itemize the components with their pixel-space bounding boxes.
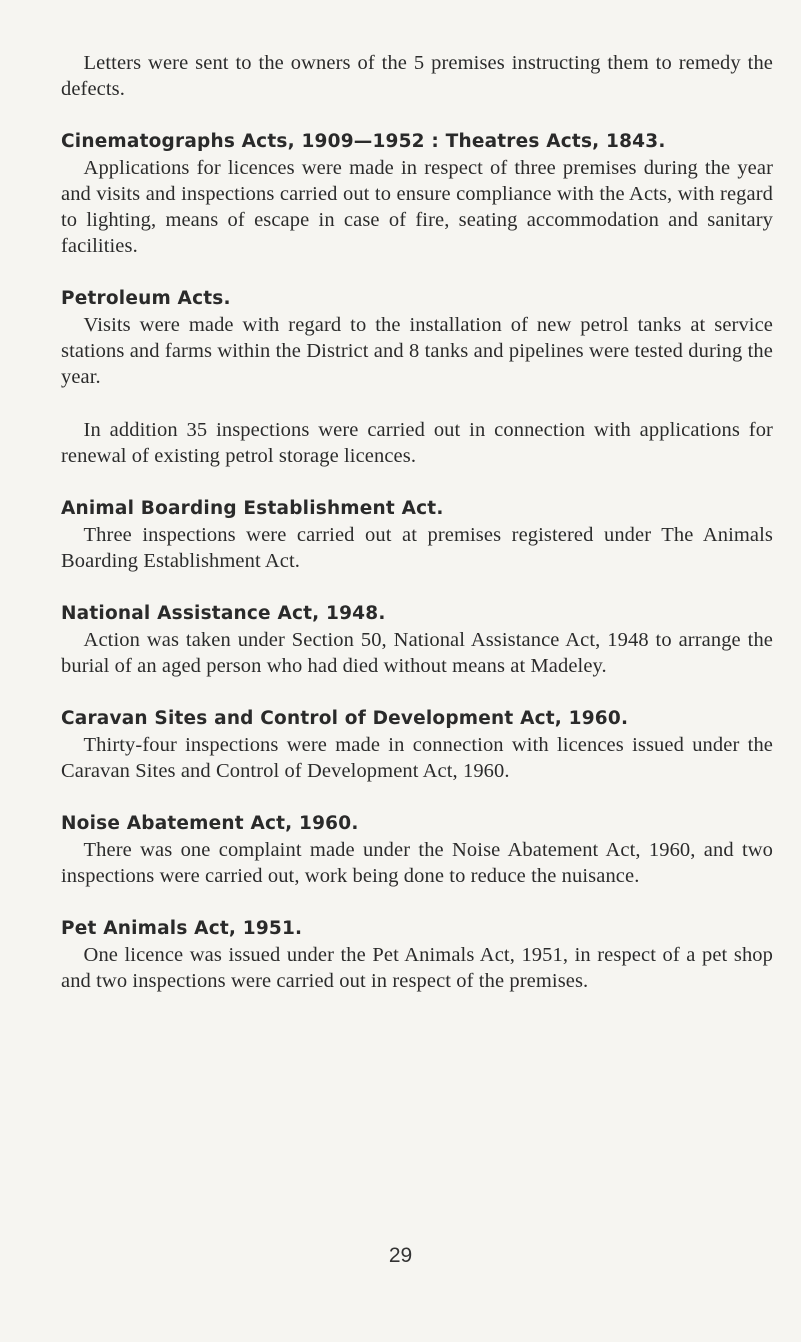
section-cinematographs — [61, 129, 773, 259]
section-heading: Noise Abatement Act, 1960. — [61, 813, 359, 834]
section-paragraph: Three inspections were carried out at premises registered under The Animals Boarding Establishment Act. — [61, 524, 773, 572]
document-page — [61, 50, 773, 994]
section-paragraph: There was one complaint made under the Noise Abatement Act, 1960, and two inspections were carried out, work being done to reduce the nuisance. — [61, 839, 773, 887]
section-national-assistance — [61, 601, 773, 679]
section-paragraph: One licence was issued under the Pet Animals Act, 1951, in respect of a pet shop and two inspections were carried out in respect of the premises. — [61, 944, 773, 992]
page-number: 29 — [388, 1244, 413, 1267]
section-heading: Animal Boarding Establishment Act. — [61, 498, 444, 519]
section-caravan-sites — [61, 706, 773, 784]
section-pet-animals — [61, 916, 773, 994]
section-paragraph: In addition 35 inspections were carried out in connection with applications for renewal of existing petrol storage licences. — [61, 419, 773, 467]
intro-paragraph: Letters were sent to the owners of the 5 premises instructing them to remedy the defects. — [61, 52, 773, 100]
section-noise-abatement — [61, 811, 773, 889]
section-heading: Cinematographs Acts, 1909—1952 : Theatres Acts, 1843. — [61, 131, 666, 152]
section-heading: Petroleum Acts. — [61, 288, 231, 309]
section-petroleum — [61, 286, 773, 469]
section-paragraph: Thirty-four inspections were made in connection with licences issued under the Caravan Sites and Control of Development Act, 1960. — [61, 734, 773, 782]
section-animal-boarding — [61, 496, 773, 574]
section-paragraph: Applications for licences were made in respect of three premises during the year and visits and inspections carried out to ensure compliance with the Acts, with regard to lighting, means of escape in case of fire, seating accommodation and sanitary facilities. — [61, 157, 773, 257]
section-paragraph: Action was taken under Section 50, National Assistance Act, 1948 to arrange the burial of an aged person who had died without means at Madeley. — [61, 629, 773, 677]
section-heading: National Assistance Act, 1948. — [61, 603, 386, 624]
section-paragraph: Visits were made with regard to the installation of new petrol tanks at service stations and farms within the District and 8 tanks and pipelines were tested during the year. — [61, 314, 773, 388]
section-heading: Caravan Sites and Control of Development Act, 1960. — [61, 708, 629, 729]
section-heading: Pet Animals Act, 1951. — [61, 918, 303, 939]
